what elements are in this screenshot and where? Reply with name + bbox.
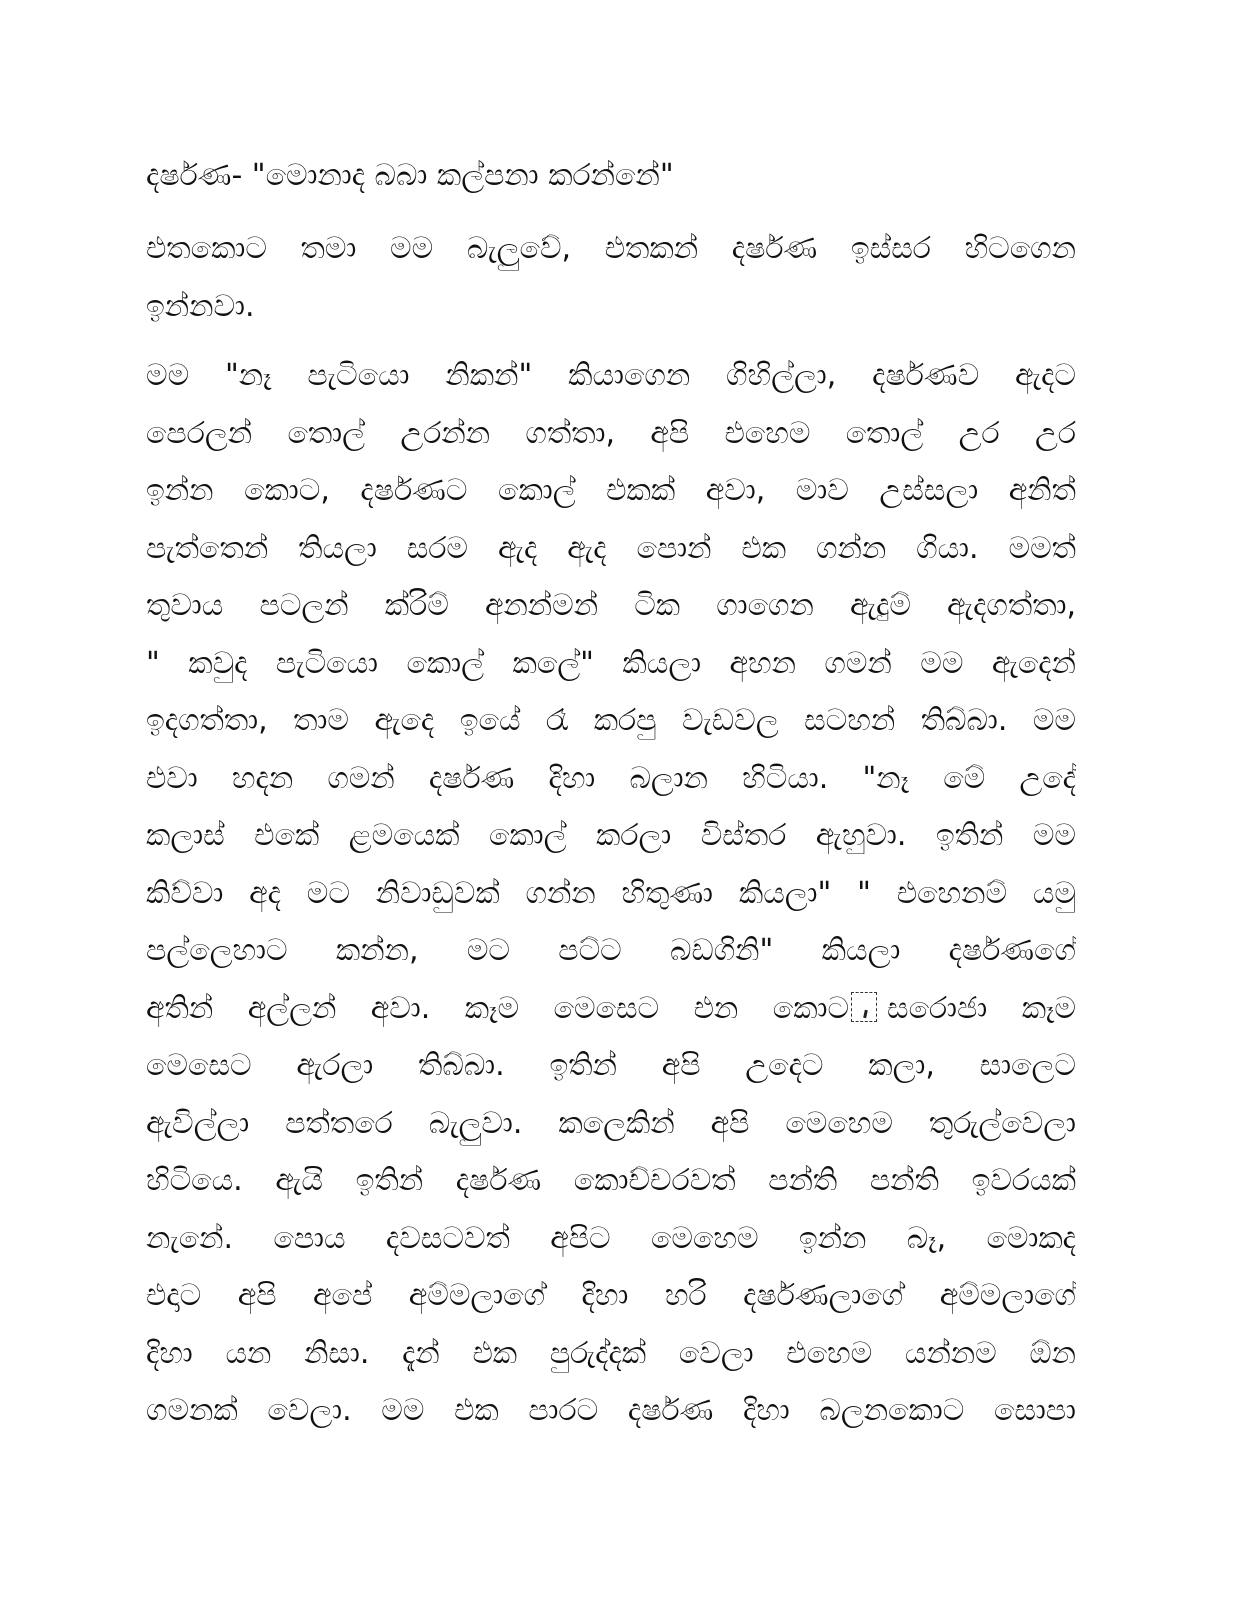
paragraph-2-line-13: මෙසෙට ඇරලා තිබ්බා. ඉතින් අපි උදෙට කලා, සාලෙට bbox=[146, 1048, 1076, 1083]
paragraph-2-line-15: හිටියෙ. ඇයි ඉතින් දර්ෂණ කොච්චරවත් පන්ති පන්ති ඉවරයක් bbox=[146, 1163, 1076, 1198]
paragraph-1 bbox=[146, 220, 1076, 335]
paragraph-1-line-2: ඉන්නවා. bbox=[146, 288, 255, 324]
paragraph-2-line-18: දිහා යන නිසා. දැන් එක පුරුද්දක් වෙලා එහෙම යන්නම ඕන bbox=[146, 1335, 1076, 1371]
paragraph-2-line-4: පැත්තෙන් තියලා සරම ඇද ඇද පොන් එක ගන්න ගියා. මමත් bbox=[146, 530, 1076, 566]
paragraph-2-line-16: නැනේ. පොය දවසටවත් අපිට මෙහෙම ඉන්න බෑ, මොකද bbox=[146, 1220, 1076, 1256]
paragraph-2-line-10: කිව්වා අද මට නිවාඩුවක් ගන්න හිතුණා කියලා" " එහෙනම් යමු bbox=[146, 875, 1076, 911]
paragraph-2-line-7: ඉදගත්තා, තාම ඇදෙ ඉයේ රෑ කරපු වැඩවල සටහන් තිබ්බා. මම bbox=[146, 703, 1076, 738]
paragraph-2-line-6: " කවුද පැටියො කොල් කලේ" කියලා අහන ගමන් මම ඇදෙන් bbox=[146, 645, 1076, 681]
paragraph-2-line-11: පල්ලෙහාට කන්න, මට පට්ට බඩගිනි" කියලා දර්ෂණගේ bbox=[146, 933, 1076, 968]
paragraph-2-line-3: ඉන්න කොට, දර්ෂණට කොල් එකක් අවා, මාව උස්සලා අනිත් bbox=[146, 473, 1076, 508]
paragraph-2-line-17: එදාට අපි අපේ අම්මලාගේ දිහා හරි දර්ෂණලාගේ අම්මලාගේ bbox=[146, 1278, 1076, 1313]
missing-glyph-icon bbox=[851, 992, 877, 1022]
paragraph-2-line-8: එවා හදන ගමන් දර්ෂණ දිහා බලාන හිටියා. "නෑ මේ උදේ bbox=[146, 760, 1076, 796]
dialogue-heading: දර්ෂණ- "මොනාද බබා කල්පනා කරන්නේ" bbox=[146, 158, 674, 193]
paragraph-2-line-2: පෙරලන් තොල් උරන්න ගත්තා, අපි එහෙම තොල් උර උර bbox=[146, 415, 1076, 451]
paragraph-2-line-1: මම "නෑ පැටියො නිකන්" කියාගෙන ගිහිල්ලා, දර්ෂණව ඇදට bbox=[146, 358, 1076, 393]
paragraph-2-line-14: ඇවිල්ලා පත්තරෙ බැලුවා. කලෙකින් අපි මෙහෙම තුරුල්වෙලා bbox=[146, 1105, 1076, 1141]
paragraph-2-line-5: තුවාය පටලන් ක්රිම් අනන්මන් ටික ගාගෙන ඇදුම් ඇදගත්තා, bbox=[146, 588, 1076, 623]
line-12-start: අතින් අල්ලන් අවා. කෑම මෙසෙට එන කොට bbox=[146, 990, 850, 1026]
line-12-end: සරොජා කෑම bbox=[887, 990, 1076, 1026]
paragraph-2-line-19: ගමනක් වෙලා. මම එක පාරට දර්ෂණ දිහා බලනකොට සොපා bbox=[146, 1393, 1076, 1428]
paragraph-2-line-12 bbox=[146, 980, 1076, 1038]
paragraph-2-line-9: කලාස් එකේ ළමයෙක් කොල් කරලා විස්තර ඇහුවා. ඉතින් මම bbox=[146, 818, 1076, 853]
paragraph-2 bbox=[146, 347, 1076, 1440]
paragraph-1-line-1: එතකොට තමා මම බැලුවේ, එතකන් දර්ෂණ ඉස්සර හිටගෙන bbox=[146, 231, 1076, 266]
